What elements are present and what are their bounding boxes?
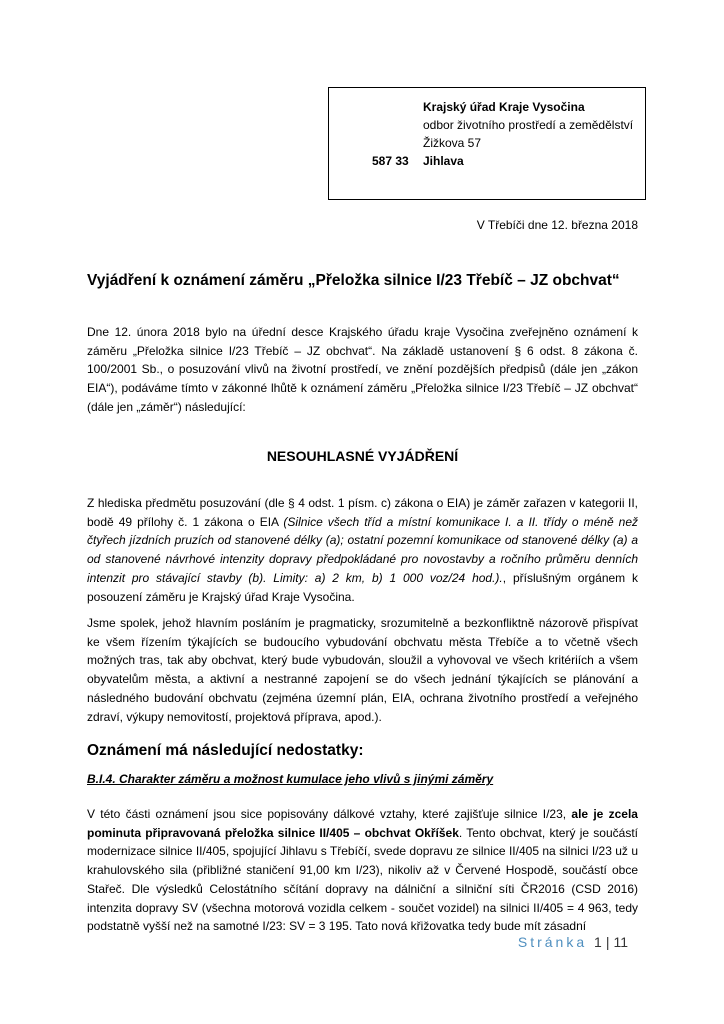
section-text-start: V této části oznámení jsou sice popisovány dálkové vztahy, které zajišťuje silnice I/23, [87,807,572,821]
footer-page-number: 1 [594,934,602,950]
place-and-date: V Třebíči dne 12. března 2018 [476,218,638,232]
deficiencies-heading: Oznámení má následující nedostatky: [87,742,364,759]
recipient-name: Krajský úřad Kraje Vysočina [423,100,585,114]
footer-page-total: 11 [613,934,628,950]
classification-text-end: , příslušným orgánem k posouzení záměru je Krajský úřad Kraje Vysočina. [87,570,638,604]
intro-paragraph: Dne 12. února 2018 bylo na úřední desce Krajského úřadu kraje Vysočina zveřejněno oznámení k záměru „Přeložka silnice I/23 Třebíč – JZ obchvat“. Na základě ustanovení § 6 odst. 8 zákona č. 100/2001 Sb., o posuzování vlivů na životní prostředí, ve znění pozdějších předpisů (dále jen „zákon EIA“), podáváme tímto v zákonné lhůtě k oznámení záměru „Přeložka silnice I/23 Třebíč – JZ obchvat“ (dále jen „záměr“) následující: [87,325,638,414]
section-b-i-4-paragraph [87,805,638,936]
page-footer [518,934,628,950]
classification-text-start: Z hlediska předmětu posuzování (dle § 4 odst. 1 písm. c) zákona o EIA) je záměr zařazen v kategorii II, bodě 49 přílohy č. 1 zákona o EIA [87,496,638,529]
classification-paragraph [87,494,638,606]
recipient-street: Žižkova 57 [423,136,482,150]
recipient-address-box [328,87,646,200]
association-paragraph: Jsme spolek, jehož hlavním posláním je pragmaticky, srozumitelně a bezkonfliktně názorově přispívat ke všem řízením týkajících se budoucího vybudování obchvatu města Třebíče a to včetně všech možných tras, tak aby obchvat, který bude vybudován, sloužil a vyhovoval ve všech kritériích a všem obyvatelům města, a aktivní a nestranné zapojení se do všech jednání týkajících se plánování a následného budování obchvatu (zejména územní plán, EIA, ochrana životního prostředí a veřejného zdraví, výkupy nemovitostí, projektová příprava, apod.). [87,616,638,724]
recipient-postal-code: 587 33 [372,154,409,168]
section-b-i-4-heading: B.I.4. Charakter záměru a možnost kumulace jeho vlivů s jinými záměry [87,772,494,786]
footer-page-label: Stránka [517,934,588,950]
document-title: Vyjádření k oznámení záměru „Přeložka silnice I/23 Třebíč – JZ obchvat“ [87,272,620,289]
section-text-bold: ale je zcela pominuta připravovaná přeložka silnice II/405 – obchvat Okříšek [87,807,638,840]
recipient-city: Jihlava [423,154,464,168]
footer-separator: | [605,934,610,950]
section-text-end: . Tento obchvat, který je součástí modernizace silnice II/405, spojující Jihlavu s Třebíčí, svede dopravu ze silnice II/405 na silnici I/23 už u krahulovského sila (přibližné staničení 91,00 km I/23), nikoliv až v Červené Hospodě, součástí obce Stařeč. Dle výsledků Celostátního sčítání dopravy na dálniční a silniční síti ČR2016 (CSD 2016) intenzita dopravy SV (všechna motorová vozidla celkem - součet vozidel) na silnici II/405 = 4 963, tedy podstatně vyšší než na samotné I/23: SV = 3 195. Tato nová křižovatka tedy bude mít zásadní [87,825,638,934]
recipient-department: odbor životního prostředí a zemědělství [423,118,634,132]
classification-limits-italic: (Silnice všech tříd a místní komunikace I. a II. třídy o méně než čtyřech jízdních pruzích od stanovené délky (a); ostatní pozemní komunikace od stanovené délky (a) a od stanovené návrhové intenzity dopravy předpokládané pro novostavby a ročního průměru denních intenzit pro stávající stavby (b). Limity: a) 2 km, b) 1 000 voz/24 hod.). [87,514,638,585]
statement-heading: NESOUHLASNÉ VYJÁDŘENÍ [266,448,459,464]
